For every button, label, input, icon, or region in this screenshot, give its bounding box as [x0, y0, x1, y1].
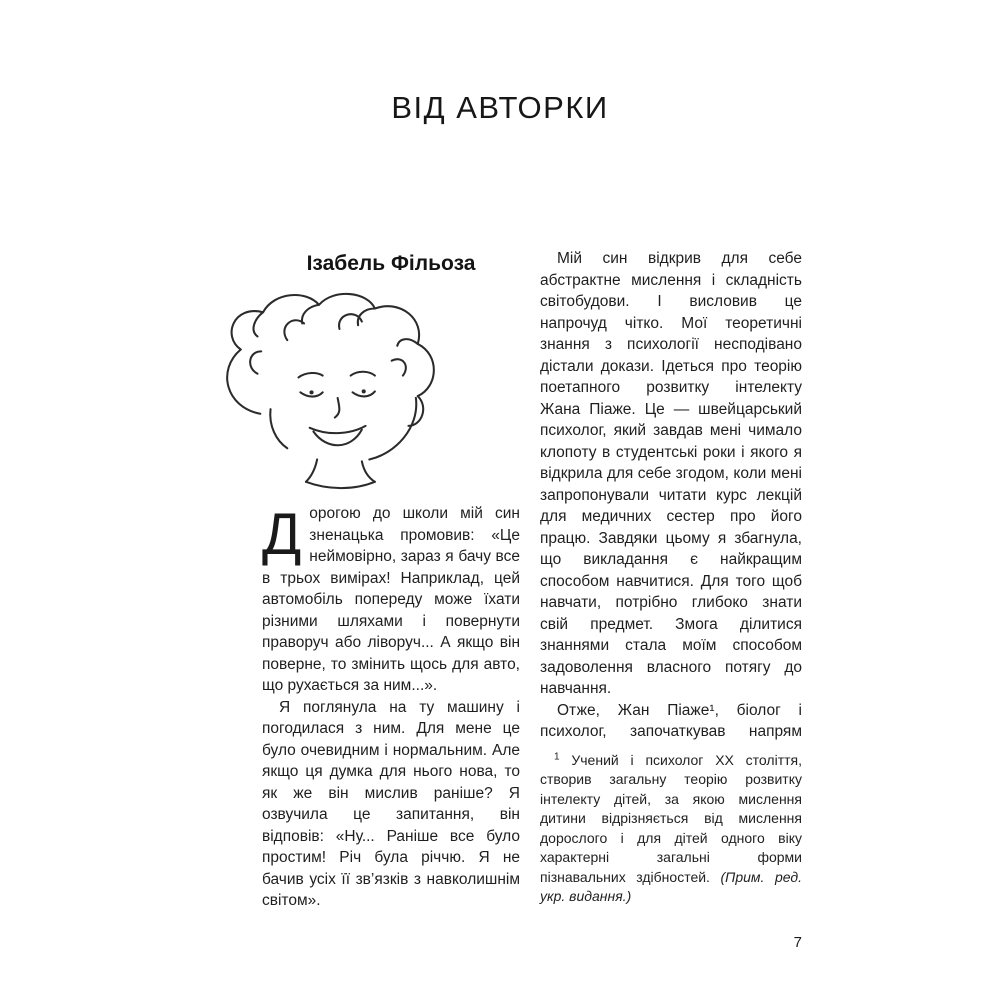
- page-number: 7: [793, 934, 802, 951]
- drop-cap: Д: [262, 502, 302, 567]
- hair-curl: [232, 311, 263, 349]
- hair-curl: [250, 351, 261, 373]
- hair-curl: [319, 294, 375, 325]
- hair-curl: [284, 320, 304, 340]
- footnote-text: Учений і психолог XX століття, створив загальну теорію розвитку інтелекту дітей, за якою мислення дитини відрізняється від мислення дорослого і для дітей одного віку характерні загальні форми пізнавальних здібностей.: [540, 751, 802, 885]
- hair-curl: [418, 344, 434, 396]
- hair-curl: [375, 306, 419, 346]
- neck-right: [362, 461, 375, 482]
- footnote-source: (Прим. ред. укр. видання.): [540, 868, 802, 904]
- footnote: [540, 751, 802, 907]
- eyebrow-right: [351, 372, 375, 376]
- paragraph: [262, 503, 520, 697]
- hair-curl: [227, 350, 260, 414]
- pupil-right: [362, 389, 366, 393]
- nose: [335, 398, 340, 418]
- hair-curl: [392, 359, 406, 375]
- collar: [306, 482, 375, 488]
- cheek-left: [270, 409, 287, 448]
- right-column: [540, 248, 802, 907]
- neck-left: [306, 459, 317, 481]
- jaw-right: [369, 398, 416, 460]
- page-title: ВІД АВТОРКИ: [391, 90, 609, 125]
- author-portrait-sketch: [200, 288, 465, 493]
- portrait-line-drawing-icon: [200, 288, 465, 493]
- author-name: Ізабель Фільоза: [306, 252, 476, 275]
- paragraph: Я поглянула на ту машину і погодилася з ним. Для мене це було очевидним і нормальним. Але якщо ця думка для нього нова, то як же він мислив раніше? Я озвучила це запитання, він відповів: «Ну... Раніше все було простим! Річ була річчю. Я не бачив усіх її зв’язків з навколишнім світом».: [262, 698, 520, 909]
- left-column: [262, 252, 520, 912]
- mouth-upper: [310, 426, 366, 433]
- paragraph: Отже, Жан Піаже¹, біолог і психолог, започаткував напрям: [540, 701, 802, 740]
- pupil-left: [309, 390, 313, 394]
- footnote-marker: 1: [554, 750, 560, 762]
- eyebrow-left: [298, 373, 322, 377]
- paragraph-text: орогою до школи мій син зненацька промовив: «Це неймовірно, зараз я бачу все в трьох вимірах! Наприклад, цей автомобіль попереду може їхати різними шляхами і повернути праворуч або ліворуч... А якщо він поверне, то змінить щось для авто, що рухається за ним...».: [262, 505, 520, 694]
- paragraph: Мій син відкрив для себе абстрактне мислення і складність світобудови. І висловив це напрочуд чітко. Мої теоретичні знання з психології несподівано дістали докази. Ідеться про теорію поетапного розвитку інтелекту Жана Піаже. Це — швейцарський психолог, який завдав мені чимало клопоту в студентські роки і якого я відкрила для себе згодом, коли мені запропонували читати курс лекцій для медичних сестер про його працю. Завдяки цьому я збагнула, що викладання є найкращим способом навчитися. Для того щоб навчати, потрібно глибоко знати свій предмет. Змога ділитися знаннями стала моїм способом задоволення власного потягу до навчання.: [540, 250, 802, 697]
- hair-curl: [263, 295, 319, 323]
